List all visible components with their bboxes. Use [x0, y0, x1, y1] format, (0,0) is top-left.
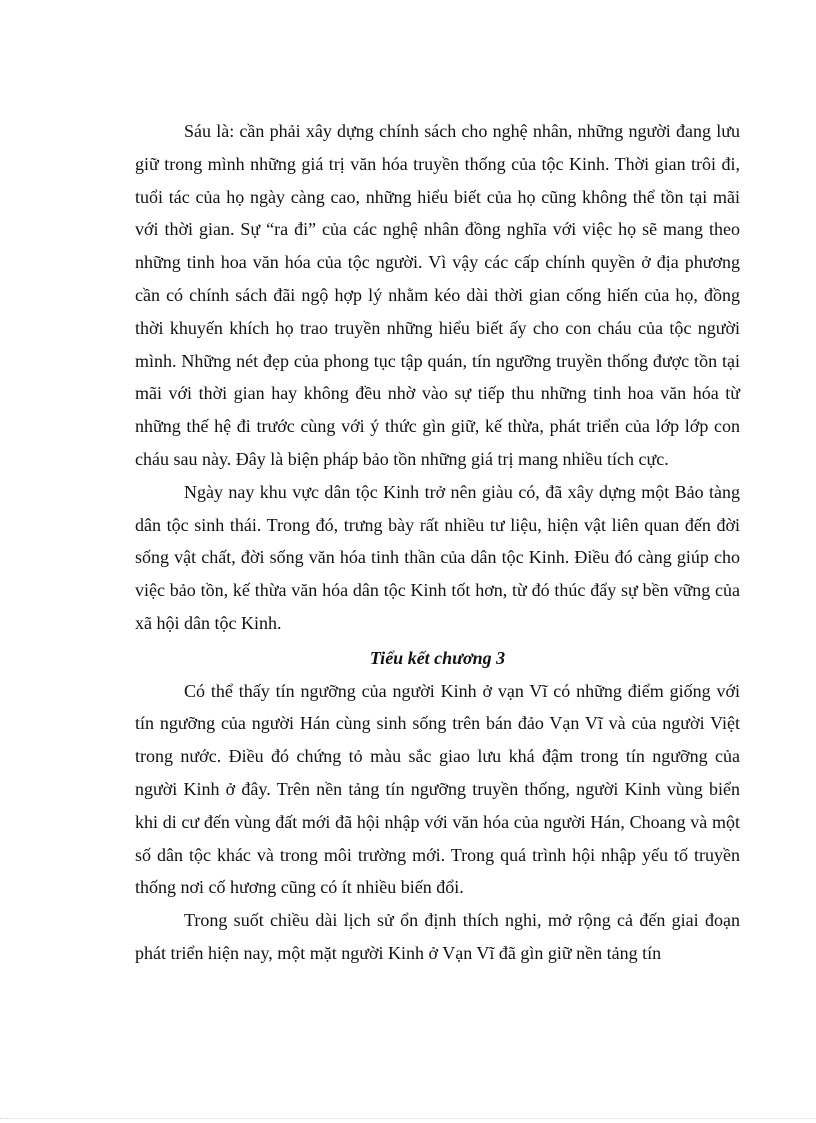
paragraph-history-continuation: Trong suốt chiều dài lịch sử ổn định thích nghi, mở rộng cả đến giai đoạn phát triển hiện nay, một mặt người Kinh ở Vạn Vĩ đã gìn giữ nền tảng tín — [135, 910, 740, 963]
section-heading: Tiểu kết chương 3 — [369, 647, 506, 668]
document-page — [135, 115, 740, 970]
page-bottom-divider — [0, 1118, 816, 1120]
paragraph-ecological-museum: Ngày nay khu vực dân tộc Kinh trở nên giàu có, đã xây dựng một Bảo tàng dân tộc sinh thái. Trong đó, trưng bày rất nhiều tư liệu, hiện vật liên quan đến đời sống vật chất, đời sống văn hóa tinh thần của dân tộc Kinh. Điều đó càng giúp cho việc bảo tồn, kế thừa văn hóa dân tộc Kinh tốt hơn, từ đó thúc đẩy sự bền vững của xã hội dân tộc Kinh. — [135, 481, 740, 633]
paragraph-artisan-policy: Sáu là: cần phải xây dựng chính sách cho nghệ nhân, những người đang lưu giữ trong mình những giá trị văn hóa truyền thống của tộc Kinh. Thời gian trôi đi, tuổi tác của họ ngày càng cao, những hiểu biết của họ cũng không thể tồn tại mãi với thời gian. Sự “ra đi” của các nghệ nhân đồng nghĩa với việc họ sẽ mang theo những tinh hoa văn hóa của tộc người. Vì vậy các cấp chính quyền ở địa phương cần có chính sách đãi ngộ hợp lý nhằm kéo dài thời gian cống hiến của họ, đồng thời khuyến khích họ trao truyền những hiểu biết ấy cho con cháu của tộc người mình. Những nét đẹp của phong tục tập quán, tín ngưỡng truyền thống được tồn tại mãi với thời gian hay không đều nhờ vào sự tiếp thu những tinh hoa văn hóa từ những thế hệ đi trước cùng với ý thức gìn giữ, kế thừa, phát triển của lớp lớp con cháu sau này. Đây là biện pháp bảo tồn những giá trị mang nhiều tích cực. — [135, 121, 740, 469]
paragraph-belief-comparison: Có thể thấy tín ngưỡng của người Kinh ở vạn Vĩ có những điểm giống với tín ngưỡng của người Hán cùng sinh sống trên bán đảo Vạn Vĩ và của người Việt trong nước. Điều đó chứng tỏ màu sắc giao lưu khá đậm trong tín ngưỡng của người Kinh ở đây. Trên nền tảng tín ngưỡng truyền thống, người Kinh vùng biển khi di cư đến vùng đất mới đã hội nhập với văn hóa của người Hán, Choang và một số dân tộc khác và trong môi trường mới. Trong quá trình hội nhập yếu tố truyền thống nơi cố hương cũng có ít nhiều biến đổi. — [135, 680, 740, 898]
